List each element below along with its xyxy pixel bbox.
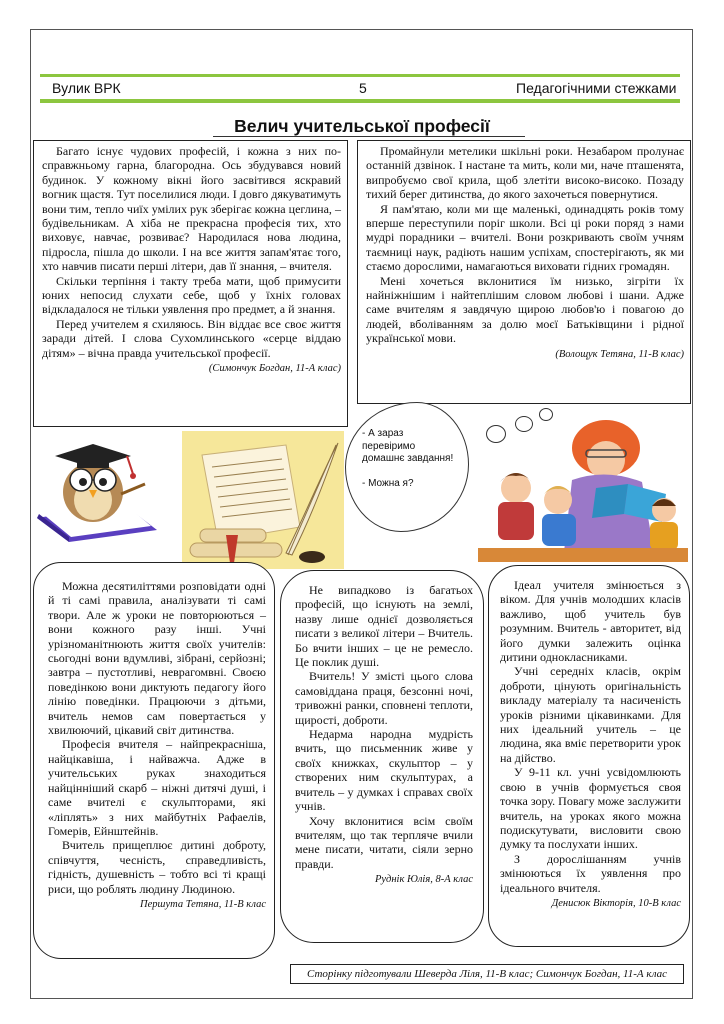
header-rule-bottom	[40, 99, 680, 103]
article-1-paragraph: Багато існує чудових професій, і кожна з них по-справжньому гарна, благородна. Ось збудувався новий будинок. У кожному вікні його засвітився яскравий вогник щастя. Тут поселилися люди. І довго дякуватимуть вони тим, тепло чиїх умілих рук зберігає кожна цеглина, – будівельникам. А хіба не прекрасна професія тих, хто виховує, навчає, розвиває? Народилася нова людина, підросла, пішла до школи. І на все життя запам'ятає того, хто навчив писати перші літери, дав її знання, – вчителя.	[42, 144, 341, 274]
article-4-paragraph: Хочу вклонитися всім своїм вчителям, що так терпляче вчили мене писати, читати, сіяли зерно правди.	[295, 813, 473, 871]
article-1-paragraph: Скільки терпіння і такту треба мати, щоб примусити юних непосид слухати себе, щоб у їхніх головах відкладалося не тільки уявлення про предмет, а й знання.	[42, 273, 341, 317]
article-2-signature: (Волощук Тетяна, 11-В клас)	[555, 348, 684, 360]
owl-teacher-illustration	[33, 434, 159, 542]
article-3	[33, 562, 275, 959]
article-2-paragraph: Я пам'ятаю, коли ми ще маленькі, одинадцять років тому вперше переступили поріг школи. Всі ці роки поряд з нами мудрі порадники – вчителі. Вони розкривають своїм учням таємниці наук, радіють нашим успіхам, спостерігають, як ми стаємо дорослими, намагаються виховати гідних громадян.	[366, 201, 684, 274]
article-3-paragraph: Вчитель прищеплює дитині доброту, співчуття, чесність, справедливість, гідність, душевність – тобто всі ті кращі риси, що роблять людину Людиною.	[48, 838, 266, 896]
article-5-paragraph: У 9-11 кл. учні усвідомлюють свою в учнів формується своя точка зору. Повагу може заслужити вчитель, на уроках якого можна подискутувати, висловити свою думку та послухати інших.	[500, 765, 681, 852]
article-5-paragraph: Учні середніх класів, окрім доброти, цінують оригінальність викладу матеріалу та насиченість уроків різними цікавинками. Для них ідеальний учитель – це людина, яка вміє перетворити урок на дійство.	[500, 664, 681, 765]
footer-credits: Сторінку підготували Шеверда Ліля, 11-В клас; Симончук Богдан, 11-А клас	[290, 964, 684, 984]
article-3-signature: Першута Тетяна, 11-В клас	[140, 898, 266, 910]
header-rule-top	[40, 74, 680, 77]
article-2	[357, 140, 691, 404]
article-5	[488, 565, 690, 947]
article-3-paragraph: Можна десятиліттями розповідати одні й ті самі правила, аналізувати ті самі твори. Але ж уроки не повторюються – вони кожного разу інші. Учні урізноманітнюють життя своїх учителів: сьогодні вони вдумливі, зібрані, серйозні; завтра – пустотливі, неврагомвні. Своєю поведінкою вони диктують педагогу його лінію поведінки. Працюючи з дітьми, вчитель немов сам повертається у хвилюючий, цікавий світ дитинства.	[48, 579, 266, 738]
newspaper-name: Вулик ВРК	[52, 80, 121, 96]
article-4-paragraph: Не випадково із багатьох професій, що існують на землі, назву лише однієї дозволяється писати з великої літери – Вчитель. Бо вчити інших – це не ремесло. Це поклик душі.	[295, 583, 473, 670]
article-2-paragraph: Мені хочеться вклонитися їм низько, зігріти їх найніжнішим і найтеплішим словом любові і шани. Адже саме вчителям я завдячую щирою любов'ю і повагою до людей, вболіванням за долю моєї Батьківщини і рідної української мови.	[366, 273, 684, 346]
title-underline	[213, 136, 525, 137]
teacher-children-illustration	[478, 402, 688, 562]
thought-text	[362, 428, 454, 502]
article-4	[280, 570, 484, 943]
page-number: 5	[359, 80, 367, 96]
article-3-paragraph: Професія вчителя – найпрекрасніша, найцікавіша, і найважча. Адже в учительських руках знаходиться найцінніший скарб – ніжні дитячі душі, і саме вчителі є скульпторами, які «ліплять» з них майбутніх Рафаелів, Гомерів, Ейнштейнів.	[48, 737, 266, 838]
article-1-paragraph: Перед учителем я схиляюсь. Він віддає все своє життя заради дітей. І слова Сухомлинського «серце віддаю дітям» – вічна правда учительської професії.	[42, 316, 341, 360]
quill-scrolls-illustration	[182, 431, 344, 569]
page-title: Велич учительської професії	[234, 116, 490, 136]
article-5-signature: Денисюк Вікторія, 10-В клас	[551, 897, 681, 909]
article-2-paragraph: Промайнули метелики шкільні роки. Незабаром пролунає останній дзвінок. І настане та мить, коли ми, наче пташенята, випробуємо свої крила, щоб злетіти високо-високо. Позаду тихий берег дитинства, до якого захочеться повернутися.	[366, 144, 684, 202]
article-4-paragraph: Вчитель! У змісті цього слова самовіддана праця, безсонні ночі, тривожні ранки, сповнені теплоти, щирості, доброти.	[295, 669, 473, 727]
article-1-signature: (Симончук Богдан, 11-А клас)	[208, 363, 341, 375]
section-name: Педагогічними стежками	[516, 80, 677, 96]
thought-line-pupil: - Можна я?	[362, 477, 414, 489]
thought-line-teacher: - А зараз перевіримо домашнє завдання!	[362, 428, 454, 464]
article-4-paragraph: Недарма народна мудрість вчить, що письменник живе у своїх книжках, скульптор – у створених ним скульптурах, а вчитель – у думках і справах своїх учнів.	[295, 727, 473, 814]
article-5-paragraph: З дорослішанням учнів змінюються їх уявлення про ідеального вчителя.	[500, 851, 681, 895]
article-5-paragraph: Ідеал учителя змінюється з віком. Для учнів молодших класів важливо, щоб учитель був розумним. Вчитель - авторитет, від його думки залежить оцінка дитини однокласниками.	[500, 578, 681, 665]
article-1	[33, 140, 348, 427]
article-4-signature: Руднік Юлія, 8-А клас	[374, 874, 473, 886]
